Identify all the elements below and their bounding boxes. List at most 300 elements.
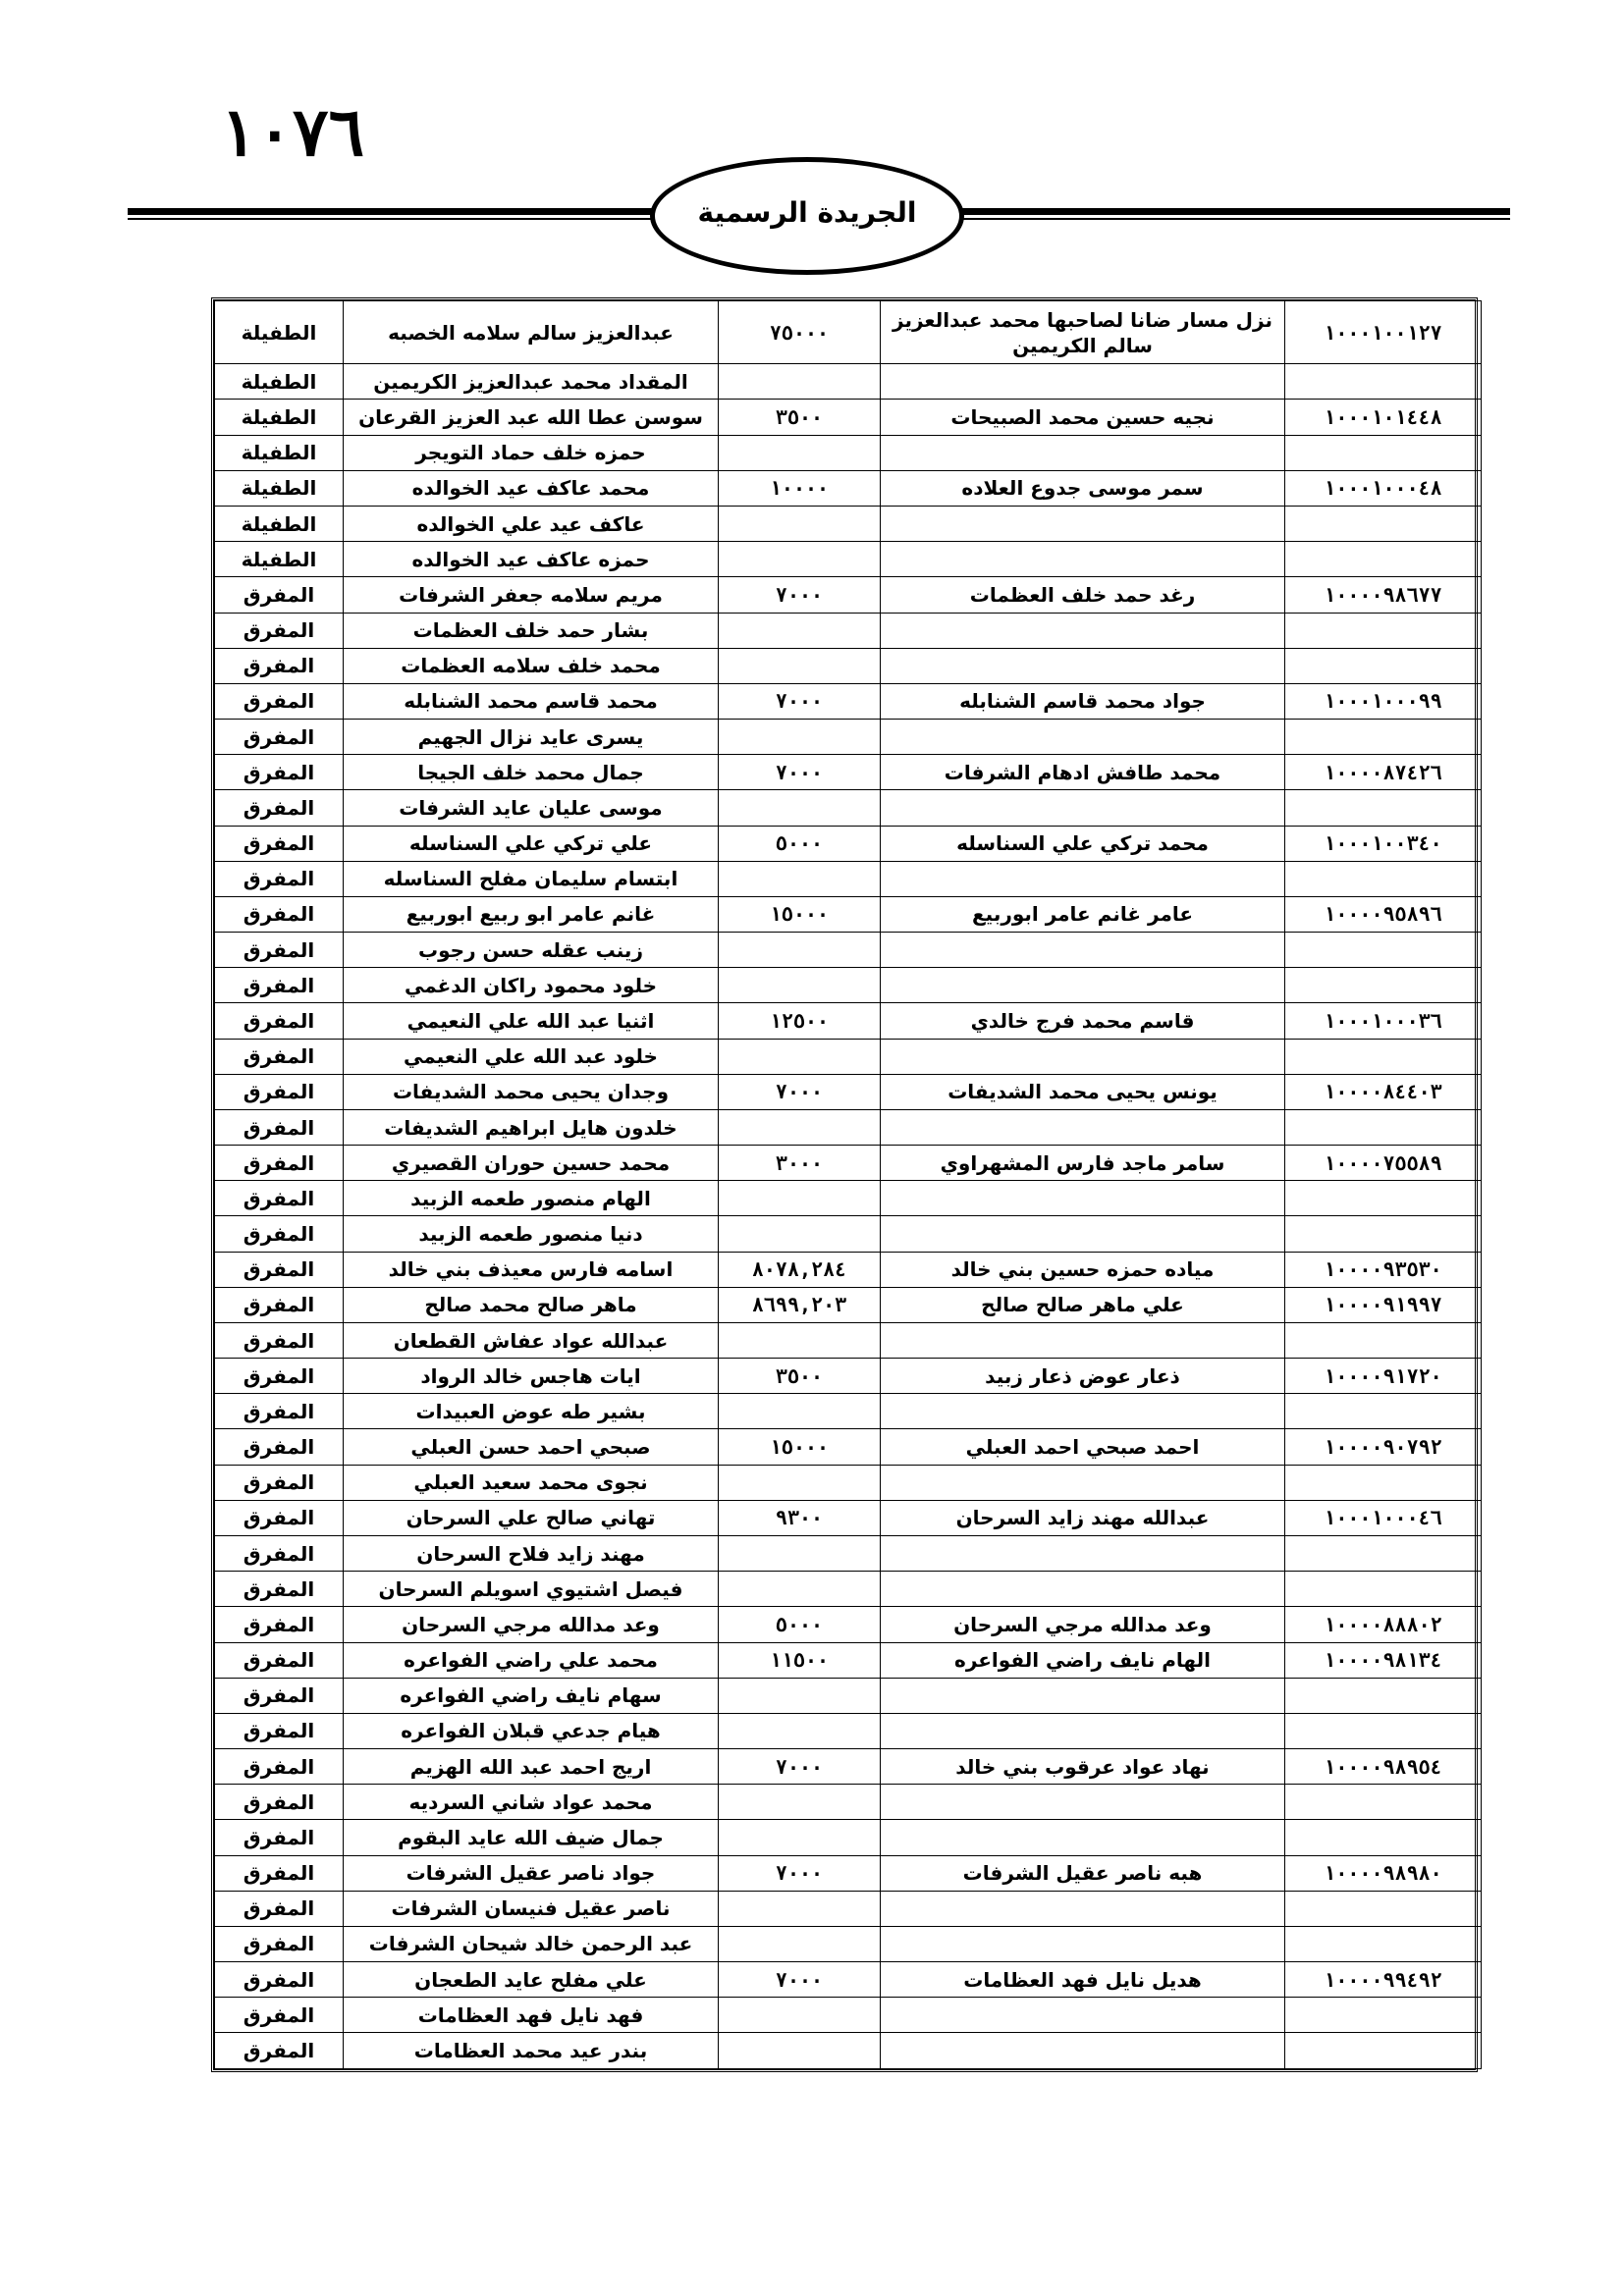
cell-heir: موسى عليان عايد الشرفات <box>344 790 719 826</box>
table-row <box>215 1359 1482 1394</box>
cell-gov: المفرق <box>215 933 344 968</box>
cell-heir: سوسن عطا الله عبد العزيز القرعان <box>344 400 719 435</box>
cell-amount: ٧٠٠٠ <box>719 683 881 719</box>
cell-owner: محمد تركي علي السناسله <box>881 826 1285 861</box>
cell-heir: فهد نايل فهد العظامات <box>344 1998 719 2033</box>
cell-gov: المفرق <box>215 1181 344 1216</box>
cell-owner <box>881 1572 1285 1607</box>
cell-heir: مريم سلامه جعفر الشرفات <box>344 577 719 613</box>
cell-gov: المفرق <box>215 720 344 755</box>
cell-amount <box>719 1926 881 1961</box>
cell-gov: الطفيلة <box>215 435 344 470</box>
table-row <box>215 1642 1482 1678</box>
cell-no <box>1285 720 1482 755</box>
cell-amount <box>719 1820 881 1855</box>
cell-amount: ٣٥٠٠ <box>719 1359 881 1394</box>
cell-owner <box>881 1109 1285 1145</box>
cell-amount <box>719 1394 881 1429</box>
cell-gov: المفرق <box>215 577 344 613</box>
cell-no <box>1285 1394 1482 1429</box>
cell-amount: ١٥٠٠٠ <box>719 1429 881 1465</box>
cell-amount <box>719 1891 881 1926</box>
cell-gov: الطفيلة <box>215 400 344 435</box>
cell-heir: فيصل اشتيوي اسويلم السرحان <box>344 1572 719 1607</box>
cell-amount <box>719 364 881 400</box>
table-row <box>215 1216 1482 1252</box>
table-row <box>215 613 1482 648</box>
cell-no <box>1285 364 1482 400</box>
table-row <box>215 755 1482 790</box>
cell-owner: نجيه حسين محمد الصبيحات <box>881 400 1285 435</box>
cell-heir: اريج احمد عبد الله الهزيم <box>344 1749 719 1785</box>
cell-owner <box>881 542 1285 577</box>
cell-gov: المفرق <box>215 613 344 648</box>
cell-owner <box>881 1785 1285 1820</box>
cell-amount <box>719 790 881 826</box>
cell-amount <box>719 1181 881 1216</box>
table-row <box>215 1678 1482 1713</box>
cell-gov: المفرق <box>215 2033 344 2069</box>
cell-gov: المفرق <box>215 896 344 932</box>
cell-gov: المفرق <box>215 1359 344 1394</box>
table-row <box>215 1820 1482 1855</box>
cell-gov: المفرق <box>215 1749 344 1785</box>
cell-owner: نزل مسار ضانا لصاحبها محمد عبدالعزيز سالم الكريمين <box>881 301 1285 364</box>
cell-amount <box>719 2033 881 2069</box>
cell-heir: ايات هاجس خالد الرواد <box>344 1359 719 1394</box>
table-row <box>215 507 1482 542</box>
table-row <box>215 826 1482 861</box>
cell-owner <box>881 720 1285 755</box>
cell-gov: المفرق <box>215 1465 344 1500</box>
table-row <box>215 1891 1482 1926</box>
cell-heir: محمد عواد شاني السرديه <box>344 1785 719 1820</box>
cell-amount <box>719 861 881 896</box>
cell-gov: المفرق <box>215 1322 344 1358</box>
table-row <box>215 1146 1482 1181</box>
cell-amount <box>719 1322 881 1358</box>
masthead-oval <box>650 157 964 275</box>
cell-amount: ٨٠٧٨,٢٨٤ <box>719 1252 881 1287</box>
cell-no <box>1285 968 1482 1003</box>
cell-owner <box>881 1465 1285 1500</box>
table-row <box>215 1109 1482 1145</box>
cell-heir: تهاني صالح علي السرحان <box>344 1500 719 1535</box>
cell-amount: ١٠٠٠٠ <box>719 470 881 506</box>
cell-heir: بشير طه عوض العبيدات <box>344 1394 719 1429</box>
cell-no: ١٠٠٠٠٩٨١٣٤ <box>1285 1642 1482 1678</box>
cell-no <box>1285 933 1482 968</box>
cell-owner <box>881 790 1285 826</box>
cell-no <box>1285 1713 1482 1748</box>
cell-gov: المفرق <box>215 1216 344 1252</box>
cell-no: ١٠٠٠٠٩٨٩٨٠ <box>1285 1855 1482 1891</box>
cell-owner: علي ماهر صالح صالح <box>881 1287 1285 1322</box>
cell-no <box>1285 1181 1482 1216</box>
cell-no <box>1285 2033 1482 2069</box>
cell-gov: المفرق <box>215 1855 344 1891</box>
cell-amount <box>719 648 881 683</box>
cell-amount <box>719 435 881 470</box>
cell-gov: الطفيلة <box>215 364 344 400</box>
cell-no: ١٠٠٠٠٨٤٤٠٣ <box>1285 1074 1482 1109</box>
table-row <box>215 1465 1482 1500</box>
cell-no: ١٠٠٠٠٨٧٤٢٦ <box>1285 755 1482 790</box>
cell-heir: هيام جدعي قبلان الفواعره <box>344 1713 719 1748</box>
cell-amount: ٧٠٠٠ <box>719 1962 881 1998</box>
cell-heir: سهام نايف راضي الفواعره <box>344 1678 719 1713</box>
cell-amount <box>719 1572 881 1607</box>
records-table <box>214 300 1482 2069</box>
cell-owner <box>881 861 1285 896</box>
cell-heir: ابتسام سليمان مفلح السناسله <box>344 861 719 896</box>
cell-no <box>1285 507 1482 542</box>
table-row <box>215 1713 1482 1748</box>
cell-amount <box>719 1465 881 1500</box>
cell-owner: هبه ناصر عقيل الشرفات <box>881 1855 1285 1891</box>
cell-heir: محمد عاكف عيد الخوالده <box>344 470 719 506</box>
cell-amount <box>719 1109 881 1145</box>
cell-no <box>1285 1926 1482 1961</box>
cell-heir: زينب عقله حسن رجوب <box>344 933 719 968</box>
cell-owner: الهام نايف راضي الفواعره <box>881 1642 1285 1678</box>
cell-heir: علي مفلح عايد الطعجان <box>344 1962 719 1998</box>
cell-gov: المفرق <box>215 1003 344 1039</box>
cell-gov: المفرق <box>215 1891 344 1926</box>
table-row <box>215 542 1482 577</box>
cell-no <box>1285 1572 1482 1607</box>
cell-gov: المفرق <box>215 1926 344 1961</box>
cell-owner: قاسم محمد فرج خالدي <box>881 1003 1285 1039</box>
cell-no <box>1285 435 1482 470</box>
cell-no <box>1285 542 1482 577</box>
table-row <box>215 364 1482 400</box>
cell-heir: حمزه خلف حماد التويجر <box>344 435 719 470</box>
table-row <box>215 1429 1482 1465</box>
cell-gov: المفرق <box>215 1394 344 1429</box>
cell-heir: عبدالله عواد عفاش القطعان <box>344 1322 719 1358</box>
cell-amount: ٧٠٠٠ <box>719 755 881 790</box>
cell-owner <box>881 1891 1285 1926</box>
cell-amount: ٧٠٠٠ <box>719 1074 881 1109</box>
cell-owner: رغد حمد خلف العظمات <box>881 577 1285 613</box>
cell-no <box>1285 861 1482 896</box>
cell-amount: ٥٠٠٠ <box>719 826 881 861</box>
table-row <box>215 896 1482 932</box>
cell-heir: بشار حمد خلف العظمات <box>344 613 719 648</box>
cell-heir: عبد الرحمن خالد شيحان الشرفات <box>344 1926 719 1961</box>
cell-gov: المفرق <box>215 1998 344 2033</box>
cell-heir: محمد خلف سلامه العظمات <box>344 648 719 683</box>
cell-no <box>1285 1322 1482 1358</box>
cell-gov: المفرق <box>215 1678 344 1713</box>
cell-owner <box>881 968 1285 1003</box>
cell-amount <box>719 933 881 968</box>
table-row <box>215 1998 1482 2033</box>
cell-heir: ماهر صالح محمد صالح <box>344 1287 719 1322</box>
cell-no <box>1285 1039 1482 1074</box>
cell-owner: سامر ماجد فارس المشهراوي <box>881 1146 1285 1181</box>
cell-no: ١٠٠٠٠٩١٩٩٧ <box>1285 1287 1482 1322</box>
cell-heir: اثنيا عبد الله علي النعيمي <box>344 1003 719 1039</box>
table-row <box>215 1855 1482 1891</box>
cell-amount: ٥٠٠٠ <box>719 1607 881 1642</box>
cell-owner <box>881 613 1285 648</box>
cell-no: ١٠٠٠٠٧٥٥٨٩ <box>1285 1146 1482 1181</box>
cell-owner: نهاد عواد عرقوب بني خالد <box>881 1749 1285 1785</box>
table-row <box>215 1039 1482 1074</box>
cell-heir: اسامه فارس معيذف بني خالد <box>344 1252 719 1287</box>
cell-owner: هديل نايل فهد العظامات <box>881 1962 1285 1998</box>
cell-heir: غانم عامر ابو ربيع ابوربيع <box>344 896 719 932</box>
table-row <box>215 577 1482 613</box>
cell-gov: المفرق <box>215 1572 344 1607</box>
cell-no: ١٠٠٠١٠٠٠٤٨ <box>1285 470 1482 506</box>
table-row <box>215 1535 1482 1571</box>
cell-amount: ١١٥٠٠ <box>719 1642 881 1678</box>
table-row <box>215 1572 1482 1607</box>
cell-amount <box>719 1535 881 1571</box>
cell-gov: المفرق <box>215 1429 344 1465</box>
cell-amount <box>719 1039 881 1074</box>
cell-gov: المفرق <box>215 648 344 683</box>
table-row <box>215 1926 1482 1961</box>
cell-owner: احمد صبحي احمد العبلي <box>881 1429 1285 1465</box>
cell-owner <box>881 648 1285 683</box>
cell-gov: المفرق <box>215 1713 344 1748</box>
cell-no: ١٠٠٠١٠٠٠٣٦ <box>1285 1003 1482 1039</box>
table-row <box>215 435 1482 470</box>
cell-amount: ١٥٠٠٠ <box>719 896 881 932</box>
cell-owner: يونس يحيى محمد الشديفات <box>881 1074 1285 1109</box>
cell-owner <box>881 1998 1285 2033</box>
cell-gov: المفرق <box>215 1252 344 1287</box>
cell-no <box>1285 1820 1482 1855</box>
cell-no <box>1285 1216 1482 1252</box>
cell-no: ١٠٠٠٠٨٨٨٠٢ <box>1285 1607 1482 1642</box>
cell-heir: خلود محمود راكان الدغمي <box>344 968 719 1003</box>
cell-gov: المفرق <box>215 968 344 1003</box>
cell-heir: ناصر عقيل فنيسان الشرفات <box>344 1891 719 1926</box>
cell-gov: الطفيلة <box>215 470 344 506</box>
table-row <box>215 470 1482 506</box>
cell-gov: المفرق <box>215 683 344 719</box>
cell-no: ١٠٠٠٠٩٣٥٣٠ <box>1285 1252 1482 1287</box>
table-row <box>215 933 1482 968</box>
cell-gov: المفرق <box>215 1607 344 1642</box>
cell-amount <box>719 1785 881 1820</box>
table-row <box>215 1287 1482 1322</box>
cell-gov: الطفيلة <box>215 542 344 577</box>
cell-owner <box>881 435 1285 470</box>
cell-owner: عامر غانم عامر ابوربيع <box>881 896 1285 932</box>
records-table-frame <box>211 297 1478 2072</box>
cell-amount <box>719 1678 881 1713</box>
table-row <box>215 683 1482 719</box>
cell-owner <box>881 1216 1285 1252</box>
cell-owner: ذعار عوض ذعار زبيد <box>881 1359 1285 1394</box>
cell-no <box>1285 1109 1482 1145</box>
cell-amount: ٧٠٠٠ <box>719 1855 881 1891</box>
cell-amount <box>719 968 881 1003</box>
table-row <box>215 648 1482 683</box>
cell-gov: المفرق <box>215 1642 344 1678</box>
table-row <box>215 2033 1482 2069</box>
cell-owner <box>881 1039 1285 1074</box>
cell-no <box>1285 613 1482 648</box>
table-row <box>215 968 1482 1003</box>
cell-no: ١٠٠٠١٠٠١٢٧ <box>1285 301 1482 364</box>
cell-heir: محمد حسين حوران القصيري <box>344 1146 719 1181</box>
records-table-body <box>215 301 1482 2069</box>
cell-amount: ٩٣٠٠ <box>719 1500 881 1535</box>
cell-gov: المفرق <box>215 755 344 790</box>
cell-amount: ٧٠٠٠ <box>719 577 881 613</box>
cell-owner <box>881 364 1285 400</box>
table-row <box>215 1749 1482 1785</box>
cell-owner: محمد طافش ادهام الشرفات <box>881 755 1285 790</box>
table-row <box>215 1322 1482 1358</box>
cell-amount: ٣٥٠٠ <box>719 400 881 435</box>
cell-amount <box>719 507 881 542</box>
cell-no: ١٠٠٠٠٩١٧٢٠ <box>1285 1359 1482 1394</box>
cell-owner <box>881 933 1285 968</box>
cell-no <box>1285 1678 1482 1713</box>
gazette-title: الجريدة الرسمية <box>697 195 917 229</box>
cell-heir: علي تركي علي السناسله <box>344 826 719 861</box>
cell-owner <box>881 1322 1285 1358</box>
cell-heir: محمد قاسم محمد الشنابله <box>344 683 719 719</box>
cell-heir: جواد ناصر عقيل الشرفات <box>344 1855 719 1891</box>
cell-gov: المفرق <box>215 1039 344 1074</box>
cell-owner <box>881 1535 1285 1571</box>
cell-amount: ٧٥٠٠٠ <box>719 301 881 364</box>
cell-gov: المفرق <box>215 1820 344 1855</box>
cell-no: ١٠٠٠٠٩٨٦٧٧ <box>1285 577 1482 613</box>
cell-no: ١٠٠٠١٠٠٠٩٩ <box>1285 683 1482 719</box>
cell-heir: صبحي احمد حسن العبلي <box>344 1429 719 1465</box>
cell-heir: دنيا منصور طعمه الزبيد <box>344 1216 719 1252</box>
cell-no: ١٠٠٠٠٩٨٩٥٤ <box>1285 1749 1482 1785</box>
table-row <box>215 1394 1482 1429</box>
cell-heir: جمال محمد خلف الجيجا <box>344 755 719 790</box>
cell-gov: المفرق <box>215 1287 344 1322</box>
cell-owner <box>881 1678 1285 1713</box>
cell-heir: خلود عبد الله علي النعيمي <box>344 1039 719 1074</box>
table-row <box>215 1607 1482 1642</box>
cell-amount: ٣٠٠٠ <box>719 1146 881 1181</box>
cell-heir: وعد مدالله مرجي السرحان <box>344 1607 719 1642</box>
cell-gov: المفرق <box>215 861 344 896</box>
cell-heir: حمزه عاكف عيد الخوالده <box>344 542 719 577</box>
table-row <box>215 720 1482 755</box>
cell-heir: الهام منصور طعمه الزبيد <box>344 1181 719 1216</box>
cell-owner <box>881 1394 1285 1429</box>
cell-owner <box>881 1181 1285 1216</box>
cell-amount <box>719 720 881 755</box>
table-row <box>215 790 1482 826</box>
cell-gov: الطفيلة <box>215 507 344 542</box>
cell-heir: عبدالعزيز سالم سلامه الخصبه <box>344 301 719 364</box>
table-row <box>215 1074 1482 1109</box>
table-row <box>215 1181 1482 1216</box>
cell-no <box>1285 1891 1482 1926</box>
cell-amount <box>719 542 881 577</box>
cell-heir: محمد علي راضي الفواعره <box>344 1642 719 1678</box>
cell-gov: المفرق <box>215 1962 344 1998</box>
cell-heir: المقداد محمد عبدالعزيز الكريمين <box>344 364 719 400</box>
cell-gov: المفرق <box>215 1535 344 1571</box>
table-row <box>215 1500 1482 1535</box>
cell-owner: سمر موسى جدوع العلاده <box>881 470 1285 506</box>
table-row <box>215 1252 1482 1287</box>
cell-heir: وجدان يحيى محمد الشديفات <box>344 1074 719 1109</box>
table-row <box>215 400 1482 435</box>
cell-heir: جمال ضيف الله عايد البقوم <box>344 1820 719 1855</box>
cell-owner: وعد مدالله مرجي السرحان <box>881 1607 1285 1642</box>
cell-owner <box>881 2033 1285 2069</box>
cell-no <box>1285 1998 1482 2033</box>
cell-owner: جواد محمد قاسم الشنابله <box>881 683 1285 719</box>
cell-no: ١٠٠٠٠٩٠٧٩٢ <box>1285 1429 1482 1465</box>
cell-no <box>1285 1535 1482 1571</box>
cell-gov: الطفيلة <box>215 301 344 364</box>
cell-no <box>1285 648 1482 683</box>
cell-heir: خلدون هايل ابراهيم الشديفات <box>344 1109 719 1145</box>
cell-gov: المفرق <box>215 1785 344 1820</box>
cell-no: ١٠٠٠١٠٠٠٤٦ <box>1285 1500 1482 1535</box>
cell-owner: عبدالله مهند زايد السرحان <box>881 1500 1285 1535</box>
cell-gov: المفرق <box>215 790 344 826</box>
cell-no <box>1285 1465 1482 1500</box>
cell-heir: عاكف عيد علي الخوالده <box>344 507 719 542</box>
cell-gov: المفرق <box>215 1500 344 1535</box>
cell-no: ١٠٠٠١٠١٤٤٨ <box>1285 400 1482 435</box>
cell-owner <box>881 507 1285 542</box>
cell-no <box>1285 1785 1482 1820</box>
cell-owner <box>881 1713 1285 1748</box>
table-row <box>215 1962 1482 1998</box>
cell-owner <box>881 1820 1285 1855</box>
page-number: ١٠٧٦ <box>221 93 365 172</box>
cell-gov: المفرق <box>215 1109 344 1145</box>
cell-gov: المفرق <box>215 1074 344 1109</box>
cell-heir: بندر عيد محمد العظامات <box>344 2033 719 2069</box>
cell-amount <box>719 1713 881 1748</box>
cell-owner <box>881 1926 1285 1961</box>
cell-amount: ١٢٥٠٠ <box>719 1003 881 1039</box>
cell-amount: ٨٦٩٩,٢٠٣ <box>719 1287 881 1322</box>
table-row <box>215 1785 1482 1820</box>
table-row <box>215 301 1482 364</box>
cell-heir: يسرى عايد نزال الجهيم <box>344 720 719 755</box>
cell-heir: نجوى محمد سعيد العبلي <box>344 1465 719 1500</box>
cell-heir: مهند زايد فلاح السرحان <box>344 1535 719 1571</box>
cell-no: ١٠٠٠٠٩٥٨٩٦ <box>1285 896 1482 932</box>
cell-amount <box>719 1216 881 1252</box>
cell-gov: المفرق <box>215 826 344 861</box>
cell-owner: مياده حمزه حسين بني خالد <box>881 1252 1285 1287</box>
cell-no: ١٠٠٠١٠٠٣٤٠ <box>1285 826 1482 861</box>
table-row <box>215 861 1482 896</box>
cell-no <box>1285 790 1482 826</box>
cell-no: ١٠٠٠٠٩٩٤٩٢ <box>1285 1962 1482 1998</box>
cell-amount <box>719 613 881 648</box>
cell-gov: المفرق <box>215 1146 344 1181</box>
table-row <box>215 1003 1482 1039</box>
cell-amount: ٧٠٠٠ <box>719 1749 881 1785</box>
cell-amount <box>719 1998 881 2033</box>
